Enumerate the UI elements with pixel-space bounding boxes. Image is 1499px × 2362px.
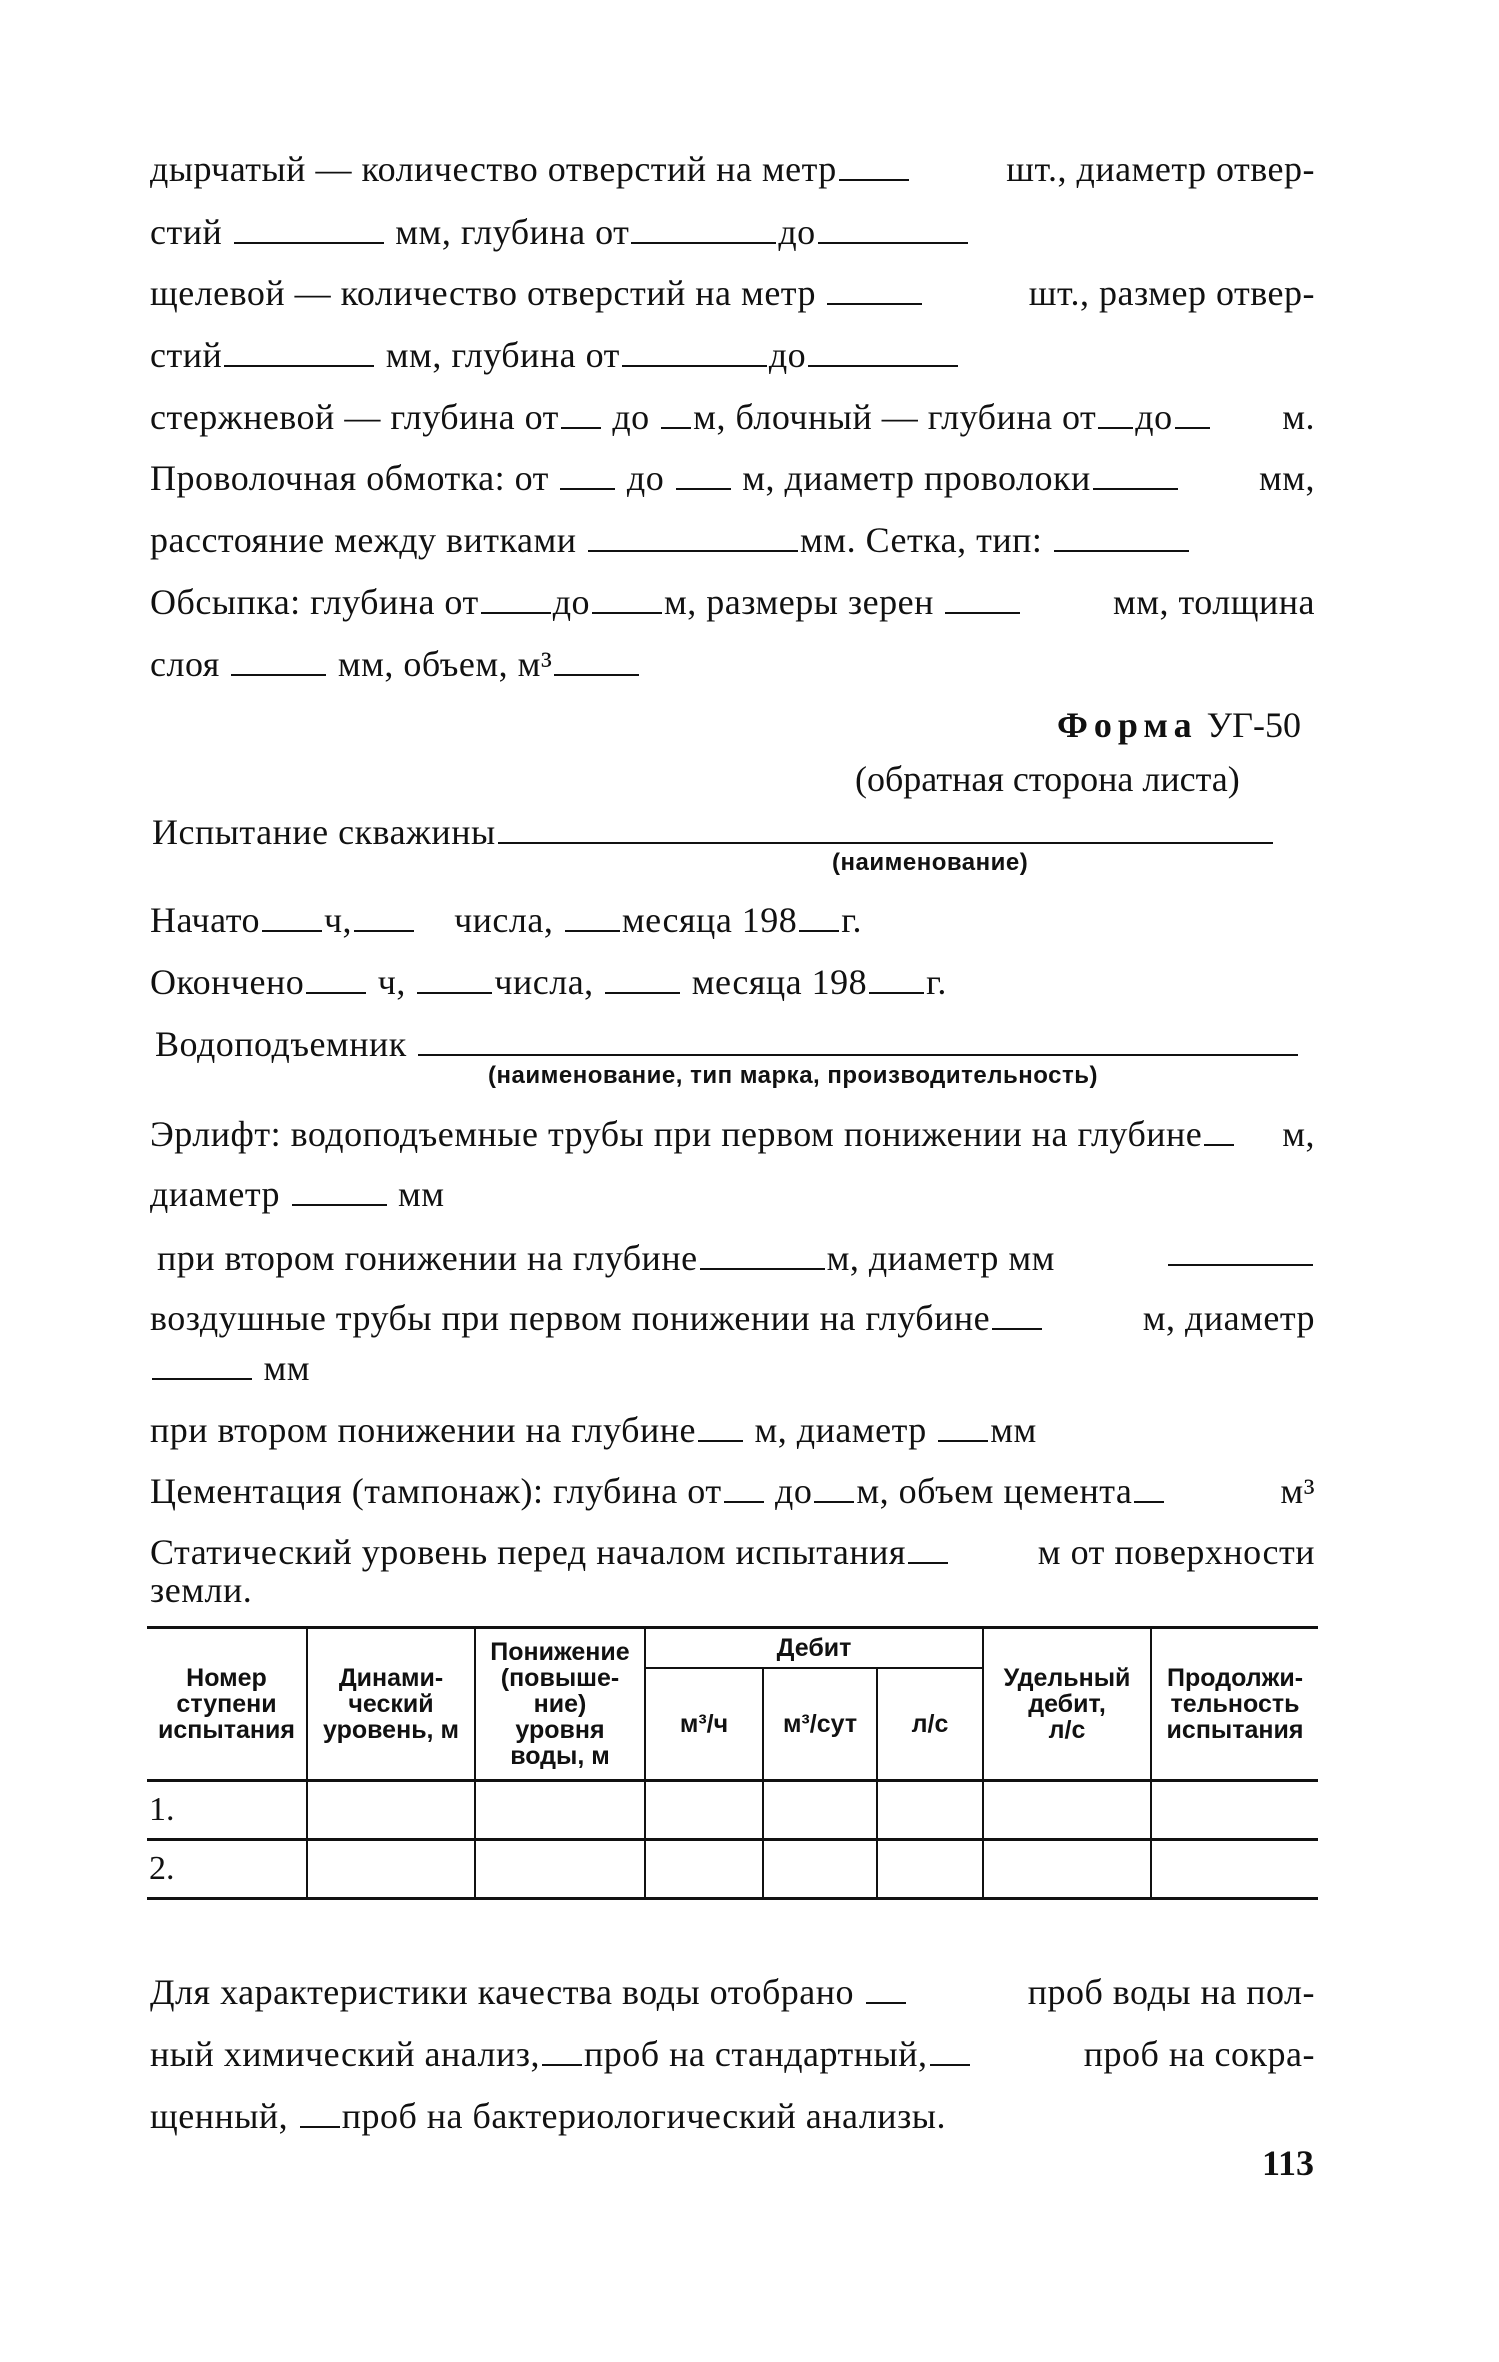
blank-field[interactable]	[1204, 1116, 1234, 1146]
table-cell[interactable]	[877, 1840, 983, 1899]
col-specific-debit: Удельный дебит, л/с	[983, 1628, 1151, 1781]
blank-field[interactable]	[234, 214, 384, 244]
airlift-line-4: воздушные трубы при первом понижении на глубине м, диаметр	[150, 1298, 1315, 1338]
line-perforated: дырчатый — количество отверстий на метр шт., диаметр отвер-	[150, 149, 1315, 189]
blank-field[interactable]	[231, 646, 326, 676]
ended-line: Окончено ч, числа, месяца 198 г.	[150, 962, 947, 1002]
line-slotted: щелевой — количество отверстий на метр шт., размер отвер-	[150, 273, 1315, 313]
blank-field[interactable]	[698, 1412, 743, 1442]
blank-field[interactable]	[300, 2098, 340, 2128]
blank-field[interactable]	[827, 275, 922, 305]
blank-field[interactable]	[724, 1473, 764, 1503]
table-cell[interactable]	[763, 1840, 877, 1899]
airlift-line-2: диаметр мм	[150, 1174, 445, 1214]
quality-line-1: Для характеристики качества воды отобрано проб воды на пол-	[150, 1972, 1315, 2012]
col-debit: Дебит	[645, 1628, 983, 1669]
blank-field[interactable]	[866, 1974, 906, 2004]
blank-field[interactable]	[1054, 522, 1189, 552]
blank-field[interactable]	[945, 584, 1020, 614]
blank-field[interactable]	[818, 214, 968, 244]
blank-field[interactable]	[814, 1473, 854, 1503]
table-cell[interactable]	[1151, 1781, 1318, 1840]
blank-field[interactable]	[560, 460, 615, 490]
row-number: 2.	[147, 1840, 307, 1899]
blank-field[interactable]	[542, 2036, 582, 2066]
blank-field[interactable]	[1168, 1236, 1313, 1266]
col-step-number: Номер ступени испытания	[147, 1628, 307, 1781]
col-drawdown: Понижение (повыше- ние) уровня воды, м	[475, 1628, 645, 1781]
line-gravel-layer: слоя мм, объем, м³	[150, 642, 1315, 686]
line-slotted-size: стий мм, глубина от до	[150, 333, 1315, 377]
airlift-line-5: мм	[150, 1346, 1315, 1390]
table-cell[interactable]	[475, 1781, 645, 1840]
row-number: 1.	[147, 1781, 307, 1840]
line-wire-winding: Проволочная обмотка: от до м, диаметр проволоки мм,	[150, 458, 1315, 498]
blank-field[interactable]	[306, 964, 366, 994]
blank-field[interactable]	[418, 1026, 1298, 1056]
test-table	[147, 1626, 1318, 1900]
blank-field[interactable]	[930, 2036, 970, 2066]
blank-field[interactable]	[262, 902, 322, 932]
table-cell[interactable]	[877, 1781, 983, 1840]
blank-field[interactable]	[1175, 399, 1210, 429]
blank-field[interactable]	[498, 814, 1273, 844]
table-cell[interactable]	[645, 1840, 763, 1899]
blank-field[interactable]	[554, 646, 639, 676]
line-wire-spacing: расстояние между витками мм. Сетка, тип:	[150, 518, 1315, 562]
line-gravel-pack: Обсыпка: глубина от до м, размеры зерен мм, толщина	[150, 582, 1315, 622]
col-debit-m3h: м³/ч	[645, 1668, 763, 1781]
blank-field[interactable]	[661, 399, 691, 429]
blank-field[interactable]	[1134, 1473, 1164, 1503]
blank-field[interactable]	[622, 337, 767, 367]
page-number: 113	[1262, 2143, 1315, 2183]
blank-field[interactable]	[565, 902, 620, 932]
blank-field[interactable]	[152, 1350, 252, 1380]
blank-field[interactable]	[1098, 399, 1133, 429]
blank-field[interactable]	[808, 337, 958, 367]
table-cell[interactable]	[983, 1781, 1151, 1840]
line-rod-block: стержневой — глубина от до м, блочный — глубина от до м.	[150, 397, 1315, 437]
blank-field[interactable]	[908, 1534, 948, 1564]
blank-field[interactable]	[839, 151, 909, 181]
table-cell[interactable]	[763, 1781, 877, 1840]
blank-field[interactable]	[700, 1240, 825, 1270]
blank-field[interactable]	[869, 964, 924, 994]
blank-field[interactable]	[354, 902, 414, 932]
table-cell[interactable]	[307, 1781, 475, 1840]
line-perforated-size: стий мм, глубина от до	[150, 210, 1315, 254]
blank-field[interactable]	[799, 902, 839, 932]
water-lift-line: Водоподъемник	[155, 1022, 1320, 1066]
col-debit-m3day: м³/сут	[763, 1668, 877, 1781]
col-duration: Продолжи- тельность испытания	[1151, 1628, 1318, 1781]
test-well-line: Испытание скважины	[152, 810, 1317, 854]
table-row	[147, 1781, 1318, 1840]
started-line: Начато ч, числа, месяца 198 г.	[150, 900, 863, 940]
airlift-line-1: Эрлифт: водоподъемные трубы при первом понижении на глубине м,	[150, 1114, 1315, 1154]
airlift-line-3: при втором гонижении на глубине м, диаметр мм	[157, 1236, 1315, 1280]
table-cell[interactable]	[983, 1840, 1151, 1899]
test-well-caption: (наименование)	[832, 849, 1029, 876]
blank-field[interactable]	[224, 337, 374, 367]
quality-line-3: щенный, проб на бактериологический анализы.	[150, 2096, 946, 2136]
table-cell[interactable]	[307, 1840, 475, 1899]
blank-field[interactable]	[1093, 460, 1178, 490]
cementation-line: Цементация (тампонаж): глубина от до м, объем цемента м³	[150, 1471, 1315, 1511]
blank-field[interactable]	[676, 460, 731, 490]
blank-field[interactable]	[588, 522, 798, 552]
blank-field[interactable]	[292, 1176, 387, 1206]
table-cell[interactable]	[475, 1840, 645, 1899]
blank-field[interactable]	[938, 1412, 988, 1442]
form-title: Форма УГ-50	[1057, 705, 1301, 745]
water-lift-caption: (наименование, тип марка, производительность)	[488, 1062, 1098, 1089]
table-cell[interactable]	[645, 1781, 763, 1840]
blank-field[interactable]	[592, 584, 662, 614]
form-subtitle: (обратная сторона листа)	[855, 759, 1240, 799]
col-dynamic-level: Динами- ческий уровень, м	[307, 1628, 475, 1781]
quality-line-2: ный химический анализ, проб на стандартный, проб на сокра-	[150, 2034, 1315, 2074]
static-level-line-end: земли.	[150, 1570, 253, 1610]
static-level-line: Статический уровень перед началом испытания м от поверхности	[150, 1532, 1315, 1572]
blank-field[interactable]	[605, 964, 680, 994]
blank-field[interactable]	[417, 964, 492, 994]
blank-field[interactable]	[561, 399, 601, 429]
table-row	[147, 1840, 1318, 1899]
blank-field[interactable]	[992, 1300, 1042, 1330]
col-debit-ls: л/с	[877, 1668, 983, 1781]
table-cell[interactable]	[1151, 1840, 1318, 1899]
blank-field[interactable]	[631, 214, 776, 244]
blank-field[interactable]	[481, 584, 551, 614]
airlift-line-6: при втором понижении на глубине м, диаметр мм	[150, 1410, 1037, 1450]
